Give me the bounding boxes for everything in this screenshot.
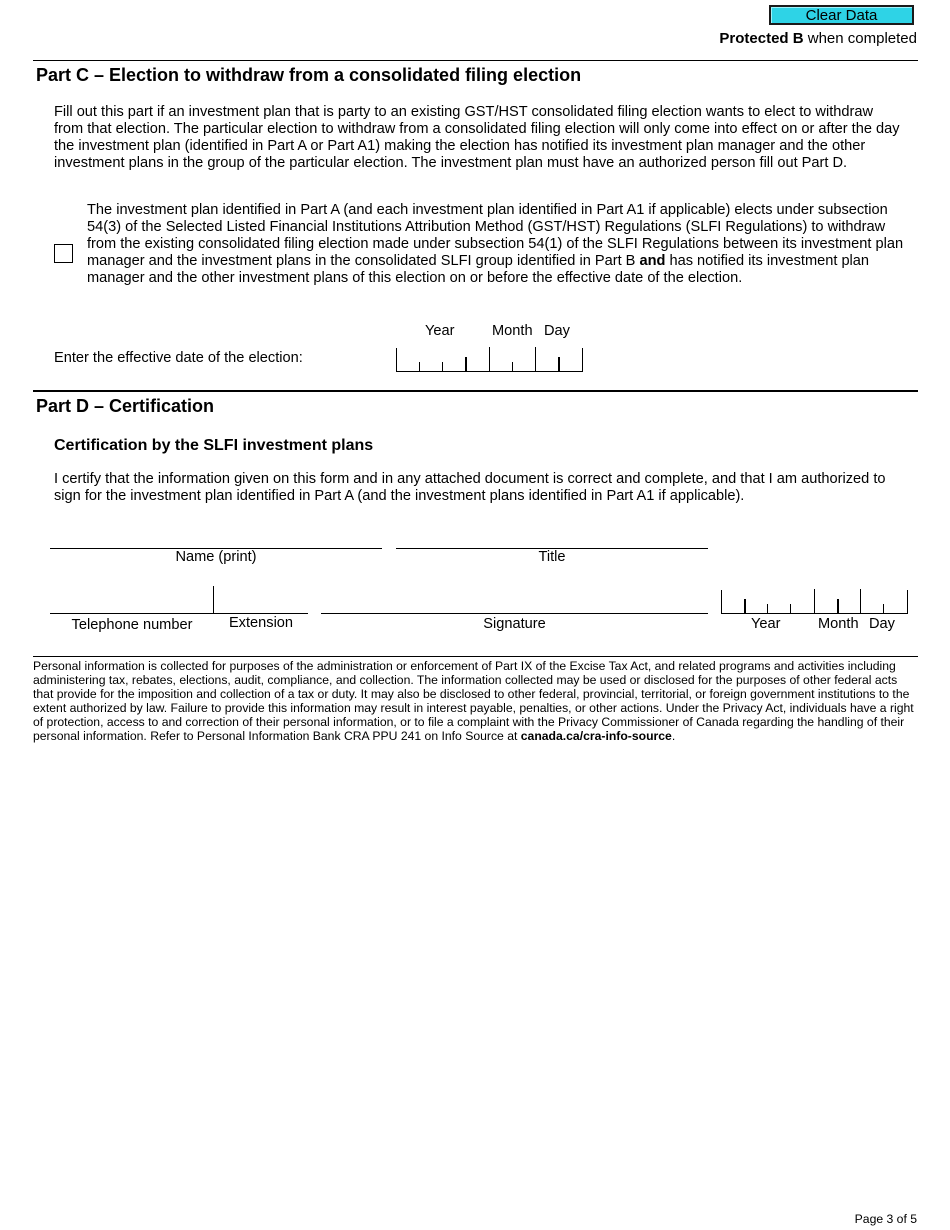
month-label: Month: [492, 323, 533, 339]
info-source-link[interactable]: canada.ca/cra-info-source: [520, 729, 672, 743]
signature-label: Signature: [483, 616, 546, 632]
part-d-title: Part D – Certification: [36, 396, 215, 416]
title-label: Title: [538, 549, 566, 565]
signature-month-label: Month: [818, 616, 859, 632]
election-statement: [87, 202, 912, 287]
election-text-1: The investment plan identified in Part A (and each investment plan identified in Part A1 if applicable) elects under subsection 54(3) of the Selected Listed Financial Institutions Attribution Method (GST/HST) Regulations (SLFI Regulations) to withdraw from the existing consolidated filing election made under subsection 54(1) of the SLFI Regulations between its investment plan manager and the investment plans in the consolidated SLFI group identified in Part B: [87, 202, 904, 269]
part-c-intro: Fill out this part if an investment plan that is party to an existing GST/HST consolidated filing election wants to elect to withdraw from that election. The particular election to withdraw from a consolidated filing election will only come into effect on or after the day the investment plan (identified in Part A or Part A1) making the election has notified its investment plan manager and the other investment plans in the group of the particular election. The investment plan must have an authorized person fill out Part D.: [54, 104, 900, 171]
divider: [33, 60, 918, 61]
privacy-notice: [33, 659, 918, 743]
telephone-label: Telephone number: [71, 617, 193, 633]
effective-date-input[interactable]: [396, 348, 583, 372]
effective-date-label: Enter the effective date of the election:: [54, 350, 303, 366]
page-number: Page 3 of 5: [854, 1212, 917, 1226]
election-text-2: has notified its investment plan manager and the other investment plans of this election on or before the effective date of the election.: [87, 253, 870, 286]
protected-notice: [719, 30, 917, 47]
extension-input[interactable]: [214, 613, 308, 614]
divider: [33, 390, 918, 392]
extension-label: Extension: [228, 615, 294, 631]
signature-year-label: Year: [751, 616, 781, 632]
privacy-end: .: [671, 729, 676, 743]
protected-b-label: Protected B: [719, 30, 804, 47]
telephone-input[interactable]: [50, 586, 214, 614]
privacy-text: Personal information is collected for purposes of the administration or enforcement of Part IX of the Excise Tax Act, and related programs and activities including administering tax, rebates, elections, audit, compliance, and collection. The information collected may be used or disclosed for the purposes of other federal acts that provide for the imposition and collection of a tax or duty. It may also be disclosed to other federal, provincial, territorial, or foreign government institutions to the extent authorized by law. Failure to provide this information may result in interest payable, penalties, or other actions. Under the Privacy Act, individuals have a right of protection, access to and correction of their personal information, or to file a complaint with the Privacy Commissioner of Canada regarding the handling of their personal information. Refer to Personal Information Bank CRA PPU 241 on Info Source at: [33, 659, 914, 743]
withdraw-election-checkbox[interactable]: [54, 244, 73, 263]
clear-data-button[interactable]: Clear Data: [769, 5, 914, 25]
signature-date-input[interactable]: [721, 590, 908, 614]
part-c-title: Part C – Election to withdraw from a consolidated filing election: [36, 65, 582, 85]
election-text-bold: and: [639, 253, 666, 269]
year-label: Year: [425, 323, 455, 339]
certification-statement: I certify that the information given on this form and in any attached document is correct and complete, and that I am authorized to sign for the investment plan identified in Part A (and the investment plans identified in Part A1 if applicable).: [54, 471, 886, 504]
protected-rest-label: when completed: [803, 30, 917, 47]
signature-day-label: Day: [869, 616, 895, 632]
signature-input[interactable]: [321, 613, 708, 614]
divider: [33, 656, 918, 657]
certification-subtitle: Certification by the SLFI investment plans: [54, 437, 374, 454]
name-label: Name (print): [175, 549, 257, 565]
day-label: Day: [544, 323, 570, 339]
